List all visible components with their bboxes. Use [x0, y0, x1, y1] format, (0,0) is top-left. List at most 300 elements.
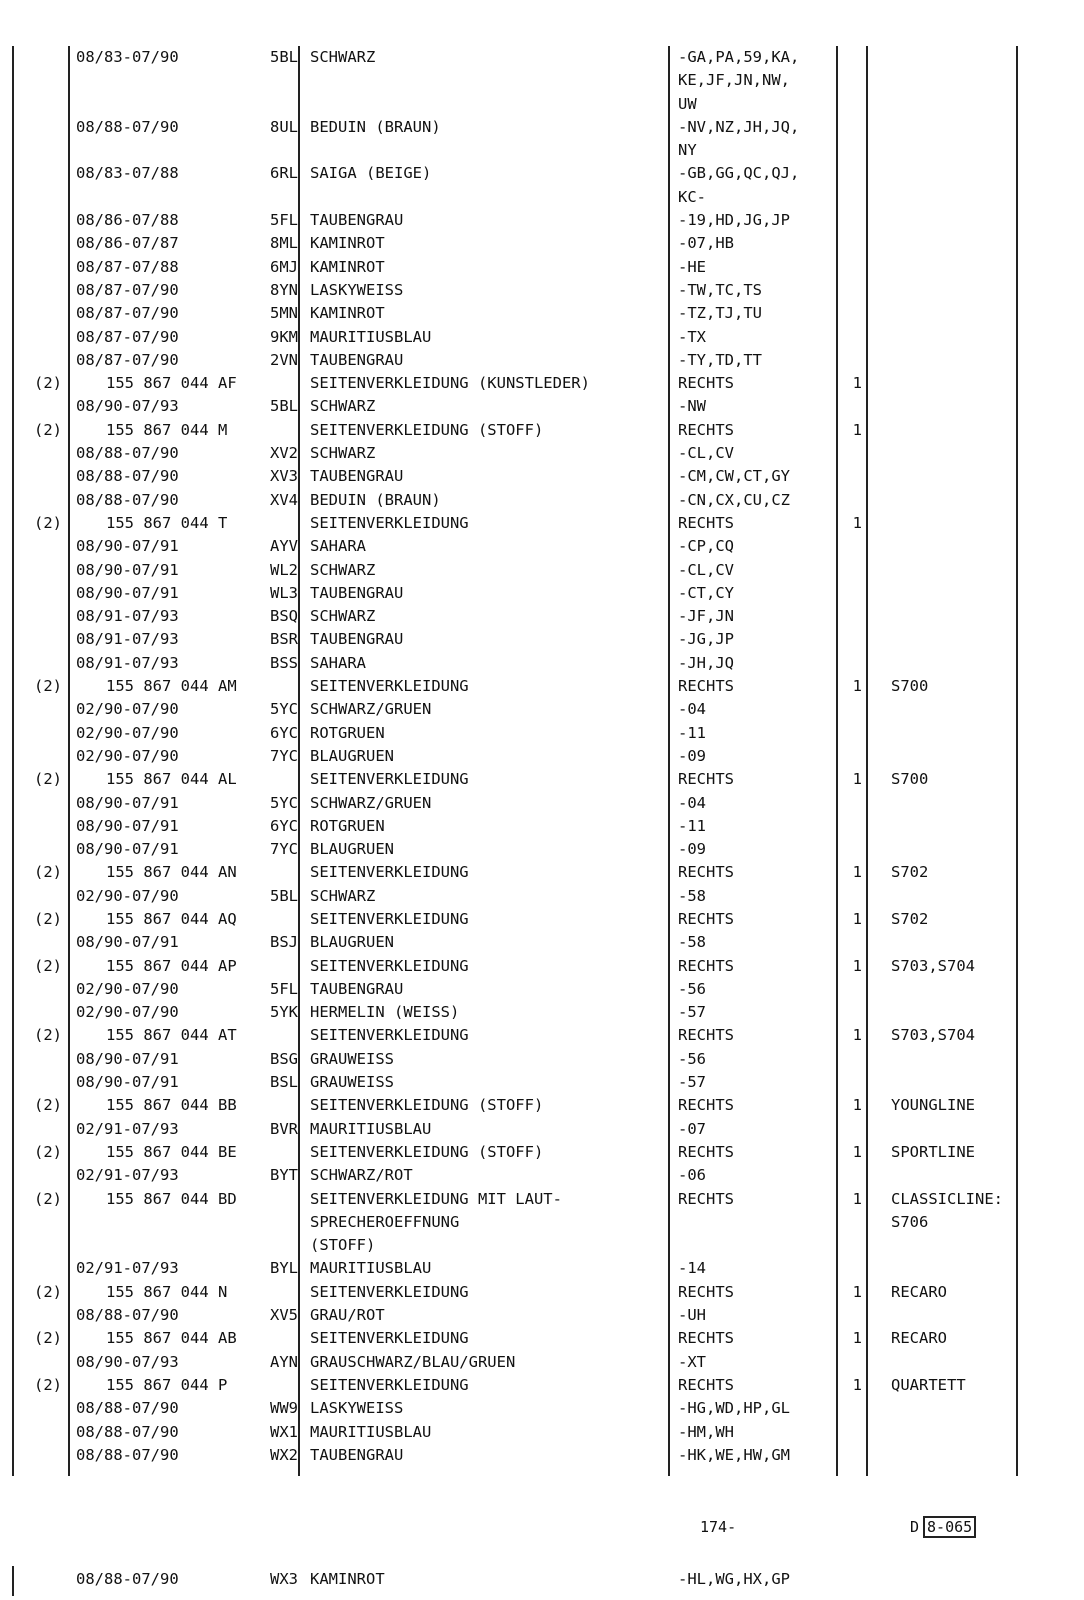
cell-mark: (2): [34, 1189, 62, 1208]
parts-table: [0, 46, 1084, 1467]
cell-date: 08/83-07/90: [76, 48, 179, 66]
cell-date: 02/91-07/93: [76, 1259, 179, 1278]
cell-qual: RECHTS: [678, 1189, 734, 1208]
table-row: [0, 698, 1084, 721]
cell-mark: (2): [34, 956, 62, 975]
cell-qual: RECHTS: [678, 374, 734, 393]
cell-date: 08/87-07/88: [76, 257, 179, 276]
cell-code: WX1: [270, 1422, 298, 1441]
cell-part: 155 867 044 AB: [106, 1329, 237, 1348]
cell-qty: 1: [852, 1375, 862, 1394]
cell-qual: -HM,WH: [678, 1422, 734, 1441]
cell-date: 08/90-07/93: [76, 397, 179, 416]
cell-date: 08/91-07/93: [76, 607, 179, 626]
cell-desc: SPRECHEROEFFNUNG: [310, 1212, 460, 1231]
table-row: [0, 465, 1084, 488]
cell-part: 155 867 044 T: [106, 513, 228, 532]
cell-qual: -HK,WE,HW,GM: [678, 1445, 790, 1464]
cell-desc: MAURITIUSBLAU: [310, 1119, 432, 1138]
next-qual: -HL,WG,HX,GP: [678, 1570, 790, 1588]
table-row: [0, 1211, 1084, 1234]
cell-qual: KC-: [678, 187, 706, 206]
cell-desc: SCHWARZ: [310, 560, 376, 579]
cell-qual: -CP,CQ: [678, 537, 734, 556]
cell-date: 08/87-07/90: [76, 350, 179, 369]
cell-mark: (2): [34, 909, 62, 928]
cell-desc: SAHARA: [310, 537, 366, 556]
table-row: [0, 139, 1084, 162]
cell-qual: -UH: [678, 1306, 706, 1325]
cell-qual: -07,HB: [678, 234, 734, 253]
cell-date: 08/87-07/90: [76, 327, 179, 346]
table-row: [0, 652, 1084, 675]
table-row: [0, 372, 1084, 395]
table-row: [0, 419, 1084, 442]
cell-date: 02/90-07/90: [76, 1003, 179, 1022]
cell-date: 08/87-07/90: [76, 304, 179, 323]
table-row: [0, 1351, 1084, 1374]
cell-note: RECARO: [891, 1282, 947, 1301]
cell-qual: -HG,WD,HP,GL: [678, 1399, 790, 1418]
table-row: [0, 1444, 1084, 1467]
cell-desc: TAUBENGRAU: [310, 211, 404, 230]
cell-code: 9KM: [270, 327, 298, 346]
cell-date: 02/90-07/90: [76, 886, 179, 905]
cell-qual: RECHTS: [678, 909, 734, 928]
table-row: [0, 675, 1084, 698]
cell-desc: TAUBENGRAU: [310, 350, 404, 369]
cell-qty: 1: [852, 1329, 862, 1348]
cell-date: 08/90-07/91: [76, 560, 179, 579]
cell-code: 5YK: [270, 1003, 298, 1022]
cell-qual: -NW: [678, 397, 706, 416]
cell-qual: -11: [678, 723, 706, 742]
cell-desc: GRAUSCHWARZ/BLAU/GRUEN: [310, 1352, 516, 1371]
table-row: [0, 908, 1084, 931]
cell-qty: 1: [852, 1142, 862, 1161]
cell-desc: SAIGA (BEIGE): [310, 164, 432, 183]
cell-qual: -NV,NZ,JH,JQ,: [678, 117, 800, 136]
cell-mark: (2): [34, 770, 62, 789]
cell-note: S706: [891, 1212, 929, 1231]
cell-mark: (2): [34, 1026, 62, 1045]
cell-mark: (2): [34, 1282, 62, 1301]
page-code-boxed: 8-065: [923, 1516, 976, 1538]
cell-desc: SCHWARZ: [310, 48, 376, 66]
cell-desc: LASKYWEISS: [310, 280, 404, 299]
cell-code: 5FL: [270, 211, 298, 230]
cell-mark: (2): [34, 677, 62, 696]
cell-qty: 1: [852, 420, 862, 439]
cell-qual: -56: [678, 979, 706, 998]
cell-qual: -TX: [678, 327, 706, 346]
cell-code: BVR: [270, 1119, 298, 1138]
cell-desc: SEITENVERKLEIDUNG: [310, 1329, 469, 1348]
cell-date: 08/90-07/93: [76, 1352, 179, 1371]
cell-desc: SEITENVERKLEIDUNG: [310, 677, 469, 696]
cell-code: 5YC: [270, 700, 298, 719]
cell-note: S702: [891, 863, 929, 882]
cell-date: 08/90-07/91: [76, 1073, 179, 1092]
cell-desc: BLAUGRUEN: [310, 933, 394, 952]
cell-date: 02/91-07/93: [76, 1119, 179, 1138]
page-code-prefix: D: [910, 1518, 920, 1536]
table-row: [0, 1421, 1084, 1444]
cell-code: 5BL: [270, 397, 298, 416]
table-row: [0, 792, 1084, 815]
cell-mark: (2): [34, 1142, 62, 1161]
cell-desc: SEITENVERKLEIDUNG: [310, 1375, 469, 1394]
cell-code: 8UL: [270, 117, 298, 136]
cell-date: 08/88-07/90: [76, 444, 179, 463]
cell-code: BSJ: [270, 933, 298, 952]
cell-qual: -56: [678, 1049, 706, 1068]
cell-code: 8YN: [270, 280, 298, 299]
table-row: [0, 209, 1084, 232]
cell-desc: SEITENVERKLEIDUNG (STOFF): [310, 1142, 544, 1161]
cell-mark: (2): [34, 513, 62, 532]
cell-qual: RECHTS: [678, 420, 734, 439]
cell-qual: -04: [678, 793, 706, 812]
table-row: [0, 1094, 1084, 1117]
cell-desc: TAUBENGRAU: [310, 1445, 404, 1464]
cell-part: 155 867 044 M: [106, 420, 228, 439]
cell-qual: -CL,CV: [678, 444, 734, 463]
cell-part: 155 867 044 BE: [106, 1142, 237, 1161]
cell-code: WX2: [270, 1445, 298, 1464]
cell-date: 08/88-07/90: [76, 467, 179, 486]
cell-desc: SEITENVERKLEIDUNG: [310, 513, 469, 532]
cell-qual: -14: [678, 1259, 706, 1278]
cell-code: BSS: [270, 653, 298, 672]
table-row: [0, 861, 1084, 884]
cell-desc: BLAUGRUEN: [310, 840, 394, 859]
table-row: [0, 116, 1084, 139]
cell-desc: SEITENVERKLEIDUNG (STOFF): [310, 420, 544, 439]
cell-mark: (2): [34, 863, 62, 882]
cell-qual: -GB,GG,QC,QJ,: [678, 164, 800, 183]
table-row: [0, 605, 1084, 628]
cell-code: 6YC: [270, 723, 298, 742]
cell-note: S703,S704: [891, 956, 975, 975]
table-row: [0, 768, 1084, 791]
table-row: [0, 559, 1084, 582]
cell-desc: KAMINROT: [310, 257, 385, 276]
cell-qty: 1: [852, 374, 862, 393]
cell-desc: SAHARA: [310, 653, 366, 672]
table-row: [0, 1281, 1084, 1304]
cell-code: BSR: [270, 630, 298, 649]
cell-qty: 1: [852, 1282, 862, 1301]
cell-code: AYN: [270, 1352, 298, 1371]
cell-part: 155 867 044 AN: [106, 863, 237, 882]
cell-code: 7YC: [270, 840, 298, 859]
cell-code: 6YC: [270, 816, 298, 835]
cell-code: WL2: [270, 560, 298, 579]
cell-qual: -CT,CY: [678, 583, 734, 602]
cell-desc: HERMELIN (WEISS): [310, 1003, 460, 1022]
cell-qual: -58: [678, 933, 706, 952]
cell-code: AYV: [270, 537, 298, 556]
page-number: 174-: [700, 1518, 737, 1536]
table-row: [0, 1118, 1084, 1141]
cell-qty: 1: [852, 770, 862, 789]
table-row: [0, 1304, 1084, 1327]
cell-desc: SEITENVERKLEIDUNG: [310, 1026, 469, 1045]
cell-part: 155 867 044 AQ: [106, 909, 237, 928]
cell-date: 08/90-07/91: [76, 1049, 179, 1068]
cell-mark: (2): [34, 1096, 62, 1115]
table-row: [0, 69, 1084, 92]
cell-mark: (2): [34, 1329, 62, 1348]
cell-desc: MAURITIUSBLAU: [310, 327, 432, 346]
cell-code: 5MN: [270, 304, 298, 323]
cell-qual: -06: [678, 1166, 706, 1185]
cell-qual: -JH,JQ: [678, 653, 734, 672]
cell-code: BSG: [270, 1049, 298, 1068]
next-desc: KAMINROT: [310, 1570, 385, 1588]
table-row: [0, 256, 1084, 279]
cell-note: SPORTLINE: [891, 1142, 975, 1161]
cell-desc: KAMINROT: [310, 304, 385, 323]
cell-desc: SEITENVERKLEIDUNG: [310, 909, 469, 928]
cell-date: 08/90-07/91: [76, 583, 179, 602]
table-row: [0, 512, 1084, 535]
cell-code: 7YC: [270, 746, 298, 765]
cell-mark: (2): [34, 374, 62, 393]
cell-desc: ROTGRUEN: [310, 816, 385, 835]
cell-qual: -GA,PA,59,KA,: [678, 48, 800, 66]
cell-part: 155 867 044 AM: [106, 677, 237, 696]
cell-qual: -JG,JP: [678, 630, 734, 649]
cell-code: 6MJ: [270, 257, 298, 276]
cell-desc: SEITENVERKLEIDUNG: [310, 863, 469, 882]
cell-desc: (STOFF): [310, 1236, 376, 1255]
cell-qual: -CN,CX,CU,CZ: [678, 490, 790, 509]
cell-desc: LASKYWEISS: [310, 1399, 404, 1418]
cell-date: 08/86-07/87: [76, 234, 179, 253]
cell-note: S700: [891, 677, 929, 696]
table-row: [0, 1141, 1084, 1164]
cell-note: QUARTETT: [891, 1375, 966, 1394]
cell-desc: SCHWARZ/GRUEN: [310, 793, 432, 812]
cell-note: S700: [891, 770, 929, 789]
cell-qual: -TZ,TJ,TU: [678, 304, 762, 323]
cell-qual: RECHTS: [678, 1096, 734, 1115]
cell-date: 02/90-07/90: [76, 746, 179, 765]
table-row: [0, 582, 1084, 605]
table-row: [0, 1048, 1084, 1071]
cell-code: 6RL: [270, 164, 298, 183]
cell-part: 155 867 044 BB: [106, 1096, 237, 1115]
cell-date: 08/90-07/91: [76, 816, 179, 835]
cell-code: WW9: [270, 1399, 298, 1418]
table-row: [0, 931, 1084, 954]
table-row: [0, 232, 1084, 255]
cell-date: 08/88-07/90: [76, 1306, 179, 1325]
cell-date: 08/83-07/88: [76, 164, 179, 183]
cell-qty: 1: [852, 956, 862, 975]
cell-desc: SCHWARZ: [310, 886, 376, 905]
cell-desc: SCHWARZ: [310, 607, 376, 626]
cell-qty: 1: [852, 1096, 862, 1115]
table-row: [0, 93, 1084, 116]
cell-code: 5FL: [270, 979, 298, 998]
cell-desc: BEDUIN (BRAUN): [310, 490, 441, 509]
table-row: [0, 745, 1084, 768]
cell-desc: SEITENVERKLEIDUNG: [310, 956, 469, 975]
table-row: [0, 1257, 1084, 1280]
cell-code: 2VN: [270, 350, 298, 369]
cell-code: BYT: [270, 1166, 298, 1185]
table-row: [0, 489, 1084, 512]
cell-qual: -57: [678, 1003, 706, 1022]
cell-part: 155 867 044 AP: [106, 956, 237, 975]
cell-code: 8ML: [270, 234, 298, 253]
table-row: [0, 186, 1084, 209]
cell-qty: 1: [852, 1026, 862, 1045]
cell-desc: TAUBENGRAU: [310, 467, 404, 486]
cell-desc: SCHWARZ/GRUEN: [310, 700, 432, 719]
table-row: [0, 349, 1084, 372]
cell-qual: RECHTS: [678, 863, 734, 882]
cell-date: 08/88-07/90: [76, 117, 179, 136]
cell-desc: SEITENVERKLEIDUNG (KUNSTLEDER): [310, 374, 590, 393]
cell-desc: SCHWARZ: [310, 444, 376, 463]
table-row: [0, 535, 1084, 558]
cell-desc: TAUBENGRAU: [310, 630, 404, 649]
cell-qty: 1: [852, 677, 862, 696]
table-row: [0, 628, 1084, 651]
table-row: [0, 1024, 1084, 1047]
cell-qty: 1: [852, 909, 862, 928]
cell-code: BSQ: [270, 607, 298, 626]
cell-desc: TAUBENGRAU: [310, 979, 404, 998]
cell-code: 5BL: [270, 886, 298, 905]
cell-desc: ROTGRUEN: [310, 723, 385, 742]
cell-note: CLASSICLINE:: [891, 1189, 1003, 1208]
cell-code: BYL: [270, 1259, 298, 1278]
cell-date: 08/88-07/90: [76, 1445, 179, 1464]
table-row: [0, 722, 1084, 745]
cell-date: 08/88-07/90: [76, 490, 179, 509]
cell-qty: 1: [852, 863, 862, 882]
table-row: [0, 955, 1084, 978]
cell-qual: RECHTS: [678, 956, 734, 975]
cell-qual: RECHTS: [678, 1282, 734, 1301]
cell-note: S702: [891, 909, 929, 928]
cell-date: 08/87-07/90: [76, 280, 179, 299]
table-row: [0, 1397, 1084, 1420]
cell-qual: RECHTS: [678, 513, 734, 532]
cell-desc: SEITENVERKLEIDUNG: [310, 1282, 469, 1301]
table-row: [0, 1164, 1084, 1187]
cell-code: XV4: [270, 490, 298, 509]
cell-qual: RECHTS: [678, 770, 734, 789]
table-row: [0, 1071, 1084, 1094]
cell-qual: NY: [678, 141, 697, 160]
cell-qual: -TY,TD,TT: [678, 350, 762, 369]
cell-qual: -19,HD,JG,JP: [678, 211, 790, 230]
cell-desc: SEITENVERKLEIDUNG MIT LAUT-: [310, 1189, 562, 1208]
table-row: [0, 279, 1084, 302]
cell-date: 02/90-07/90: [76, 723, 179, 742]
table-row: [0, 326, 1084, 349]
next-date: 08/88-07/90: [76, 1570, 179, 1588]
cell-qual: -CL,CV: [678, 560, 734, 579]
cell-qual: -09: [678, 840, 706, 859]
cell-desc: SEITENVERKLEIDUNG: [310, 770, 469, 789]
cell-note: RECARO: [891, 1329, 947, 1348]
cell-code: BSL: [270, 1073, 298, 1092]
cell-date: 02/90-07/90: [76, 979, 179, 998]
cell-desc: TAUBENGRAU: [310, 583, 404, 602]
cell-desc: GRAUWEISS: [310, 1073, 394, 1092]
next-code: WX3: [270, 1570, 298, 1588]
cell-date: 08/86-07/88: [76, 211, 179, 230]
table-row: [0, 815, 1084, 838]
cell-mark: (2): [34, 420, 62, 439]
cell-qual: RECHTS: [678, 677, 734, 696]
cell-part: 155 867 044 AT: [106, 1026, 237, 1045]
cell-desc: BEDUIN (BRAUN): [310, 117, 441, 136]
cell-date: 08/88-07/90: [76, 1422, 179, 1441]
table-row: [0, 302, 1084, 325]
cell-date: 08/91-07/93: [76, 630, 179, 649]
cell-code: 5YC: [270, 793, 298, 812]
table-row: [0, 1327, 1084, 1350]
table-row: [0, 885, 1084, 908]
table-row: [0, 978, 1084, 1001]
cell-part: 155 867 044 AL: [106, 770, 237, 789]
cell-qual: UW: [678, 94, 697, 113]
cell-qual: RECHTS: [678, 1375, 734, 1394]
cell-date: 08/90-07/91: [76, 933, 179, 952]
cell-qual: -04: [678, 700, 706, 719]
cell-qual: -09: [678, 746, 706, 765]
cell-part: 155 867 044 AF: [106, 374, 237, 393]
next-page-line: [0, 1570, 1084, 1594]
cell-date: 02/90-07/90: [76, 700, 179, 719]
cell-qual: -HE: [678, 257, 706, 276]
table-row: [0, 395, 1084, 418]
cell-qual: -JF,JN: [678, 607, 734, 626]
cell-code: XV3: [270, 467, 298, 486]
cell-qual: KE,JF,JN,NW,: [678, 71, 790, 90]
cell-qual: -57: [678, 1073, 706, 1092]
cell-qual: -07: [678, 1119, 706, 1138]
cell-note: S703,S704: [891, 1026, 975, 1045]
cell-desc: BLAUGRUEN: [310, 746, 394, 765]
cell-desc: SCHWARZ/ROT: [310, 1166, 413, 1185]
cell-desc: KAMINROT: [310, 234, 385, 253]
cell-part: 155 867 044 BD: [106, 1189, 237, 1208]
cell-date: 08/90-07/91: [76, 537, 179, 556]
cell-code: 5BL: [270, 48, 298, 66]
cell-code: XV2: [270, 444, 298, 463]
cell-mark: (2): [34, 1375, 62, 1394]
cell-date: 08/91-07/93: [76, 653, 179, 672]
table-row: [0, 1234, 1084, 1257]
cell-qual: -XT: [678, 1352, 706, 1371]
cell-qual: -58: [678, 886, 706, 905]
table-row: [0, 162, 1084, 185]
cell-part: 155 867 044 N: [106, 1282, 228, 1301]
cell-date: 08/90-07/91: [76, 840, 179, 859]
cell-part: 155 867 044 P: [106, 1375, 228, 1394]
table-row: [0, 46, 1084, 69]
table-row: [0, 442, 1084, 465]
